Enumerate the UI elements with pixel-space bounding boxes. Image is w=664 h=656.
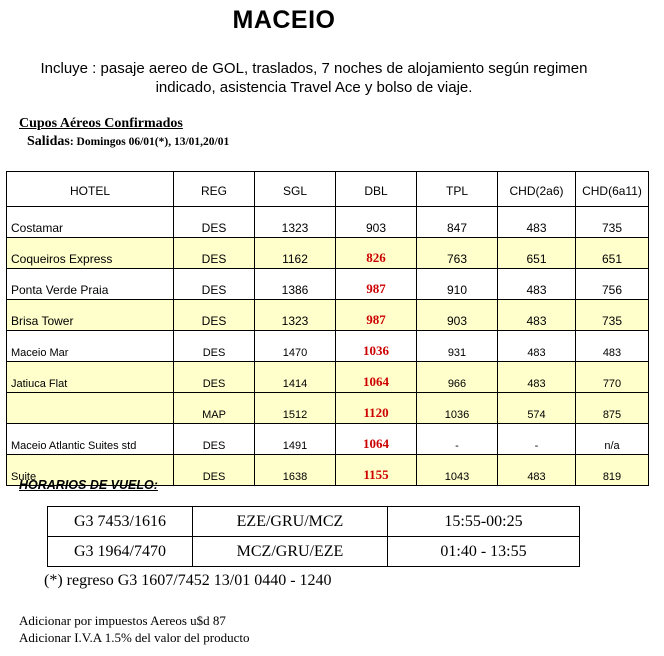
intro-text bbox=[0, 59, 628, 97]
price-tpl: 910 bbox=[417, 269, 498, 300]
price-chd-2a6: 483 bbox=[498, 362, 576, 393]
salidas-line bbox=[27, 134, 229, 150]
regime: DES bbox=[174, 362, 255, 393]
flight-schedule-table bbox=[47, 506, 580, 567]
intro-line-1: Incluye : pasaje aereo de GOL, traslados, 7 noches de alojamiento según regimen bbox=[40, 60, 588, 77]
regime: DES bbox=[174, 424, 255, 455]
cupos-heading: Cupos Aéreos Confirmados bbox=[19, 116, 183, 131]
regime: DES bbox=[174, 300, 255, 331]
table-row bbox=[7, 424, 649, 455]
price-chd-6a11: 651 bbox=[576, 238, 649, 269]
table-row bbox=[7, 362, 649, 393]
regime: MAP bbox=[174, 393, 255, 424]
hotel-name: Ponta Verde Praia bbox=[7, 269, 174, 300]
price-tpl: 1043 bbox=[417, 455, 498, 486]
price-dbl: 1120 bbox=[336, 393, 417, 424]
price-tpl: 1036 bbox=[417, 393, 498, 424]
price-sgl: 1323 bbox=[255, 300, 336, 331]
price-dbl: 987 bbox=[336, 269, 417, 300]
price-sgl: 1323 bbox=[255, 207, 336, 238]
flight-row bbox=[48, 507, 580, 537]
hotel-name: Maceio Mar bbox=[7, 331, 174, 362]
regreso-note: (*) regreso G3 1607/7452 13/01 0440 - 1240 bbox=[44, 572, 332, 589]
iva-note: Adicionar I.V.A 1.5% del valor del producto bbox=[19, 630, 250, 645]
header-tpl: TPL bbox=[417, 172, 498, 207]
regime: DES bbox=[174, 238, 255, 269]
price-dbl: 987 bbox=[336, 300, 417, 331]
price-chd-2a6: 483 bbox=[498, 207, 576, 238]
table-row bbox=[7, 393, 649, 424]
header-chd-2a6: CHD(2a6) bbox=[498, 172, 576, 207]
price-chd-2a6: 483 bbox=[498, 269, 576, 300]
salidas-label: Salidas bbox=[27, 134, 70, 149]
price-sgl: 1386 bbox=[255, 269, 336, 300]
table-row bbox=[7, 331, 649, 362]
price-sgl: 1162 bbox=[255, 238, 336, 269]
price-dbl: 1155 bbox=[336, 455, 417, 486]
horarios-heading: HORARIOS DE VUELO: bbox=[19, 478, 158, 492]
flight-route: MCZ/GRU/EZE bbox=[193, 537, 388, 567]
regime: DES bbox=[174, 269, 255, 300]
header-reg: REG bbox=[174, 172, 255, 207]
price-chd-6a11: 735 bbox=[576, 207, 649, 238]
header-hotel: HOTEL bbox=[7, 172, 174, 207]
flight-times: 15:55-00:25 bbox=[388, 507, 580, 537]
price-sgl: 1470 bbox=[255, 331, 336, 362]
price-chd-2a6: 574 bbox=[498, 393, 576, 424]
price-chd-6a11: 770 bbox=[576, 362, 649, 393]
price-dbl: 903 bbox=[336, 207, 417, 238]
price-tpl: 763 bbox=[417, 238, 498, 269]
price-chd-6a11: 875 bbox=[576, 393, 649, 424]
price-dbl: 1064 bbox=[336, 424, 417, 455]
price-chd-2a6: 483 bbox=[498, 455, 576, 486]
table-row bbox=[7, 238, 649, 269]
header-sgl: SGL bbox=[255, 172, 336, 207]
hotel-name: Suite bbox=[7, 455, 174, 486]
page-title: MACEIO bbox=[232, 6, 336, 34]
price-chd-6a11: 735 bbox=[576, 300, 649, 331]
hotels-price-table bbox=[6, 171, 649, 486]
price-tpl: 966 bbox=[417, 362, 498, 393]
price-dbl: 1064 bbox=[336, 362, 417, 393]
salidas-dates: : Domingos 06/01(*), 13/01,20/01 bbox=[69, 136, 230, 148]
price-sgl: 1512 bbox=[255, 393, 336, 424]
price-dbl: 1036 bbox=[336, 331, 417, 362]
price-chd-6a11: n/a bbox=[576, 424, 649, 455]
table-row bbox=[7, 269, 649, 300]
price-chd-2a6: 483 bbox=[498, 331, 576, 362]
flight-route: EZE/GRU/MCZ bbox=[193, 507, 388, 537]
hotel-name bbox=[7, 393, 174, 424]
price-sgl: 1414 bbox=[255, 362, 336, 393]
hotel-name: Jatiuca Flat bbox=[7, 362, 174, 393]
price-sgl: 1638 bbox=[255, 455, 336, 486]
price-tpl: 903 bbox=[417, 300, 498, 331]
price-chd-2a6: - bbox=[498, 424, 576, 455]
hotel-name: Maceio Atlantic Suites std bbox=[7, 424, 174, 455]
regime: DES bbox=[174, 331, 255, 362]
price-tpl: 847 bbox=[417, 207, 498, 238]
header-dbl: DBL bbox=[336, 172, 417, 207]
flight-numbers: G3 1964/7470 bbox=[48, 537, 193, 567]
price-chd-2a6: 651 bbox=[498, 238, 576, 269]
hotel-name: Coqueiros Express bbox=[7, 238, 174, 269]
intro-line-2: indicado, asistencia Travel Ace y bolso de viaje. bbox=[155, 79, 473, 96]
price-chd-6a11: 483 bbox=[576, 331, 649, 362]
flight-row bbox=[48, 537, 580, 567]
regime: DES bbox=[174, 455, 255, 486]
price-chd-6a11: 819 bbox=[576, 455, 649, 486]
price-dbl: 826 bbox=[336, 238, 417, 269]
price-tpl: 931 bbox=[417, 331, 498, 362]
table-row bbox=[7, 300, 649, 331]
hotel-name: Brisa Tower bbox=[7, 300, 174, 331]
tax-note: Adicionar por impuestos Aereos u$d 87 bbox=[19, 613, 226, 628]
footer-notes bbox=[19, 612, 249, 646]
regime: DES bbox=[174, 207, 255, 238]
hotel-name: Costamar bbox=[7, 207, 174, 238]
price-tpl: - bbox=[417, 424, 498, 455]
header-chd-6a11: CHD(6a11) bbox=[576, 172, 649, 207]
table-row bbox=[7, 207, 649, 238]
price-chd-2a6: 483 bbox=[498, 300, 576, 331]
price-chd-6a11: 756 bbox=[576, 269, 649, 300]
flight-times: 01:40 - 13:55 bbox=[388, 537, 580, 567]
flight-numbers: G3 7453/1616 bbox=[48, 507, 193, 537]
price-sgl: 1491 bbox=[255, 424, 336, 455]
table-header-row bbox=[7, 172, 649, 207]
